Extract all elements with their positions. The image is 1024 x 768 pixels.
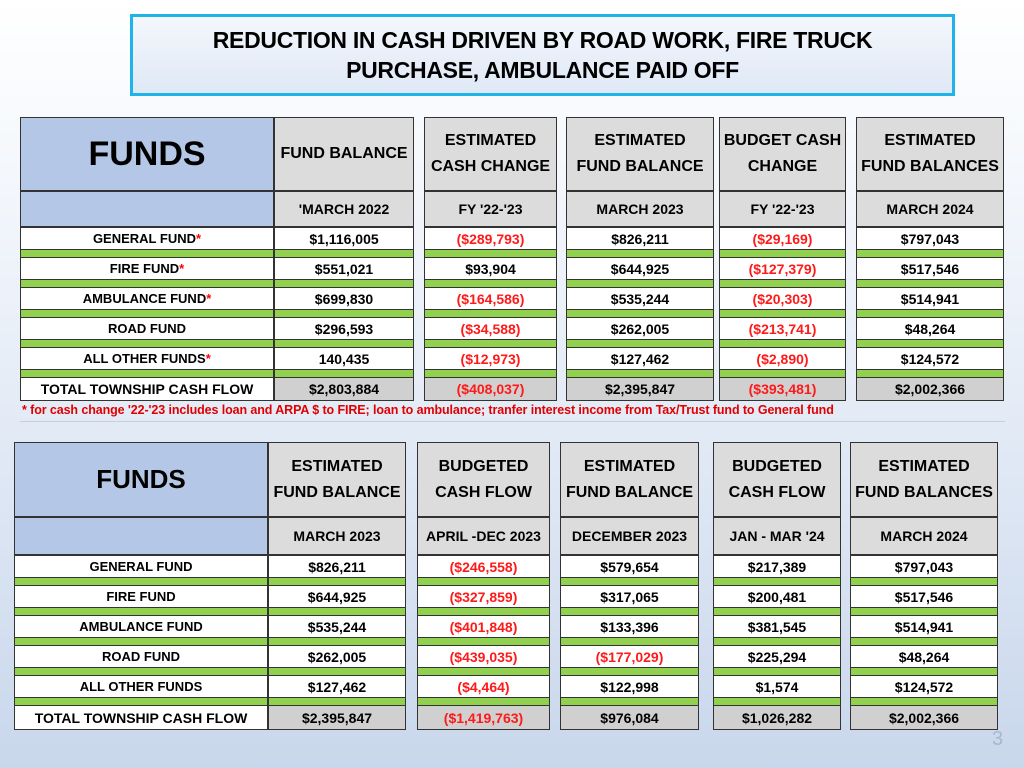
value-cell: ($401,848) xyxy=(417,615,550,638)
value-cell: ($2,890) xyxy=(719,347,846,370)
column-header-line-2: FUND BALANCE xyxy=(565,483,694,501)
column-header-line-1: BUDGETED xyxy=(732,457,822,475)
row-divider xyxy=(20,340,274,347)
value-cell: $317,065 xyxy=(560,585,699,608)
row-divider xyxy=(274,250,414,257)
value-cell: $644,925 xyxy=(566,257,714,280)
value-cell: $262,005 xyxy=(566,317,714,340)
row-divider xyxy=(268,698,406,705)
value-cell: $517,546 xyxy=(850,585,998,608)
row-divider xyxy=(274,340,414,347)
row-divider xyxy=(713,578,841,585)
row-divider xyxy=(14,638,268,645)
value-cell: ($29,169) xyxy=(719,227,846,250)
column-period: MARCH 2023 xyxy=(268,517,406,555)
funds-header: FUNDS xyxy=(14,442,268,517)
column-header-line-2: FUND BALANCES xyxy=(855,483,993,501)
total-value: $2,002,366 xyxy=(850,705,998,730)
row-divider xyxy=(274,280,414,287)
row-divider xyxy=(268,608,406,615)
column-header xyxy=(713,442,841,517)
column-header xyxy=(850,442,998,517)
value-cell: $122,998 xyxy=(560,675,699,698)
fund-name-4 xyxy=(20,347,274,370)
page-number: 3 xyxy=(992,728,1004,750)
column-header-line-2: CASH FLOW xyxy=(435,483,532,501)
row-divider xyxy=(274,370,414,377)
fund-name-label: ALL OTHER FUNDS xyxy=(79,679,203,694)
fund-name-label: AMBULANCE FUND xyxy=(79,619,203,634)
row-divider xyxy=(424,280,557,287)
row-divider xyxy=(20,250,274,257)
column-period: FY '22-'23 xyxy=(719,191,846,227)
row-divider xyxy=(856,250,1004,257)
value-cell: $514,941 xyxy=(856,287,1004,310)
value-cell: ($4,464) xyxy=(417,675,550,698)
slide-title xyxy=(130,14,955,96)
row-divider xyxy=(20,310,274,317)
row-divider xyxy=(274,310,414,317)
value-cell: $514,941 xyxy=(850,615,998,638)
footnote: * for cash change '22-'23 includes loan and ARPA $ to FIRE; loan to ambulance; tranfer interest income from Tax/Trust fund to General fund xyxy=(22,403,834,417)
row-divider xyxy=(856,340,1004,347)
fund-name-label: FIRE FUND xyxy=(106,589,176,604)
row-divider xyxy=(713,668,841,675)
value-cell: $551,021 xyxy=(274,257,414,280)
column-header-line-1: ESTIMATED xyxy=(878,457,970,475)
value-cell: $124,572 xyxy=(850,675,998,698)
value-cell: $48,264 xyxy=(856,317,1004,340)
row-divider xyxy=(268,578,406,585)
column-header-line-2: FUND BALANCE xyxy=(576,158,704,175)
fund-name-label: AMBULANCE FUND xyxy=(82,291,207,306)
total-value: $1,026,282 xyxy=(713,705,841,730)
row-divider xyxy=(566,250,714,257)
fund-name-2 xyxy=(14,615,268,638)
divider xyxy=(20,421,1005,422)
row-divider xyxy=(14,698,268,705)
value-cell: $579,654 xyxy=(560,555,699,578)
value-cell: $48,264 xyxy=(850,645,998,668)
value-cell: $644,925 xyxy=(268,585,406,608)
column-header xyxy=(560,442,699,517)
column-header xyxy=(566,117,714,191)
total-value: $2,395,847 xyxy=(268,705,406,730)
total-value: ($408,037) xyxy=(424,377,557,401)
row-divider xyxy=(268,638,406,645)
total-value: $2,002,366 xyxy=(856,377,1004,401)
value-cell: ($20,303) xyxy=(719,287,846,310)
row-divider xyxy=(417,578,550,585)
value-cell: $535,244 xyxy=(566,287,714,310)
row-divider xyxy=(417,668,550,675)
row-divider xyxy=(713,638,841,645)
value-cell: $1,574 xyxy=(713,675,841,698)
row-divider xyxy=(850,668,998,675)
row-divider xyxy=(417,638,550,645)
total-value: ($393,481) xyxy=(719,377,846,401)
fund-name-label: ROAD FUND xyxy=(108,321,186,336)
row-divider xyxy=(20,370,274,377)
value-cell: ($213,741) xyxy=(719,317,846,340)
row-divider xyxy=(424,370,557,377)
value-cell: $1,116,005 xyxy=(274,227,414,250)
column-period: MARCH 2024 xyxy=(850,517,998,555)
title-line-1: REDUCTION IN CASH DRIVEN BY ROAD WORK, FIRE TRUCK xyxy=(212,27,873,53)
value-cell: ($164,586) xyxy=(424,287,557,310)
column-header-line-1: ESTIMATED xyxy=(583,457,676,475)
row-divider xyxy=(566,340,714,347)
fund-name-label: ROAD FUND xyxy=(102,649,180,664)
column-period: 'MARCH 2022 xyxy=(274,191,414,227)
row-divider xyxy=(719,340,846,347)
column-period: JAN - MAR '24 xyxy=(713,517,841,555)
value-cell: $133,396 xyxy=(560,615,699,638)
fund-name-1 xyxy=(14,585,268,608)
column-header-line-1: ESTIMATED xyxy=(594,132,686,149)
asterisk-marker: * xyxy=(179,261,185,276)
value-cell: $381,545 xyxy=(713,615,841,638)
row-divider xyxy=(560,668,699,675)
value-cell: ($327,859) xyxy=(417,585,550,608)
fund-name-2 xyxy=(20,287,274,310)
row-divider xyxy=(856,310,1004,317)
fund-name-label: FIRE FUND xyxy=(109,261,180,276)
column-header-line-2: CASH CHANGE xyxy=(430,158,551,175)
row-divider xyxy=(566,310,714,317)
row-divider xyxy=(713,608,841,615)
row-divider xyxy=(719,250,846,257)
row-divider xyxy=(417,608,550,615)
column-period: DECEMBER 2023 xyxy=(560,517,699,555)
fund-name-0 xyxy=(14,555,268,578)
value-cell: ($34,588) xyxy=(424,317,557,340)
fund-name-3 xyxy=(20,317,274,340)
row-divider xyxy=(850,698,998,705)
value-cell: $797,043 xyxy=(856,227,1004,250)
column-header xyxy=(274,117,414,191)
total-label: TOTAL TOWNSHIP CASH FLOW xyxy=(14,705,268,730)
row-divider xyxy=(268,668,406,675)
value-cell: ($12,973) xyxy=(424,347,557,370)
funds-subheader xyxy=(14,517,268,555)
value-cell: $699,830 xyxy=(274,287,414,310)
row-divider xyxy=(719,280,846,287)
fund-name-label: GENERAL FUND xyxy=(89,559,193,574)
row-divider xyxy=(14,608,268,615)
value-cell: ($439,035) xyxy=(417,645,550,668)
column-header xyxy=(856,117,1004,191)
value-cell: ($127,379) xyxy=(719,257,846,280)
funds-header: FUNDS xyxy=(20,117,274,191)
column-header-line-1: BUDGETED xyxy=(438,457,529,475)
value-cell: $517,546 xyxy=(856,257,1004,280)
value-cell: $826,211 xyxy=(566,227,714,250)
row-divider xyxy=(14,578,268,585)
column-header-line-1: ESTIMATED xyxy=(291,457,383,475)
fund-name-label: ALL OTHER FUNDS xyxy=(83,351,206,366)
value-cell: $262,005 xyxy=(268,645,406,668)
column-header-line-1: BUDGET CASH xyxy=(723,132,842,149)
column-period: APRIL -DEC 2023 xyxy=(417,517,550,555)
title-line-2: PURCHASE, AMBULANCE PAID OFF xyxy=(346,57,739,83)
funds-subheader xyxy=(20,191,274,227)
column-header-line-1: FUND BALANCE xyxy=(280,145,408,162)
asterisk-marker: * xyxy=(206,291,212,306)
value-cell: $127,462 xyxy=(268,675,406,698)
column-header-line-2: CASH FLOW xyxy=(728,483,826,501)
column-header-line-2: CHANGE xyxy=(747,158,818,175)
value-cell: ($177,029) xyxy=(560,645,699,668)
total-value: $976,084 xyxy=(560,705,699,730)
column-period: MARCH 2023 xyxy=(566,191,714,227)
total-label: TOTAL TOWNSHIP CASH FLOW xyxy=(20,377,274,401)
column-header xyxy=(417,442,550,517)
total-value: ($1,419,763) xyxy=(417,705,550,730)
column-header-line-2: FUND BALANCE xyxy=(273,483,401,501)
asterisk-marker: * xyxy=(195,231,202,246)
asterisk-marker: * xyxy=(205,351,211,366)
row-divider xyxy=(560,638,699,645)
row-divider xyxy=(20,280,274,287)
row-divider xyxy=(560,578,699,585)
row-divider xyxy=(856,370,1004,377)
row-divider xyxy=(424,340,557,347)
value-cell: $296,593 xyxy=(274,317,414,340)
column-header-line-1: ESTIMATED xyxy=(444,132,537,149)
fund-name-0 xyxy=(20,227,274,250)
row-divider xyxy=(850,578,998,585)
row-divider xyxy=(417,698,550,705)
column-header-line-1: ESTIMATED xyxy=(884,132,976,149)
row-divider xyxy=(719,310,846,317)
column-header xyxy=(268,442,406,517)
fund-name-4 xyxy=(14,675,268,698)
column-period: FY '22-'23 xyxy=(424,191,557,227)
value-cell: $826,211 xyxy=(268,555,406,578)
column-period: MARCH 2024 xyxy=(856,191,1004,227)
value-cell: $200,481 xyxy=(713,585,841,608)
value-cell: $797,043 xyxy=(850,555,998,578)
value-cell: $93,904 xyxy=(424,257,557,280)
value-cell: $124,572 xyxy=(856,347,1004,370)
value-cell: $535,244 xyxy=(268,615,406,638)
row-divider xyxy=(566,280,714,287)
column-header xyxy=(424,117,557,191)
total-value: $2,803,884 xyxy=(274,377,414,401)
fund-name-3 xyxy=(14,645,268,668)
fund-name-label: GENERAL FUND xyxy=(92,231,196,246)
row-divider xyxy=(566,370,714,377)
row-divider xyxy=(713,698,841,705)
column-header-line-2: FUND BALANCES xyxy=(861,158,999,175)
row-divider xyxy=(424,310,557,317)
row-divider xyxy=(850,638,998,645)
row-divider xyxy=(14,668,268,675)
column-header xyxy=(719,117,846,191)
value-cell: ($289,793) xyxy=(424,227,557,250)
fund-name-1 xyxy=(20,257,274,280)
row-divider xyxy=(560,698,699,705)
row-divider xyxy=(719,370,846,377)
value-cell: $225,294 xyxy=(713,645,841,668)
value-cell: ($246,558) xyxy=(417,555,550,578)
value-cell: 140,435 xyxy=(274,347,414,370)
row-divider xyxy=(560,608,699,615)
row-divider xyxy=(424,250,557,257)
total-value: $2,395,847 xyxy=(566,377,714,401)
value-cell: $217,389 xyxy=(713,555,841,578)
value-cell: $127,462 xyxy=(566,347,714,370)
row-divider xyxy=(856,280,1004,287)
row-divider xyxy=(850,608,998,615)
